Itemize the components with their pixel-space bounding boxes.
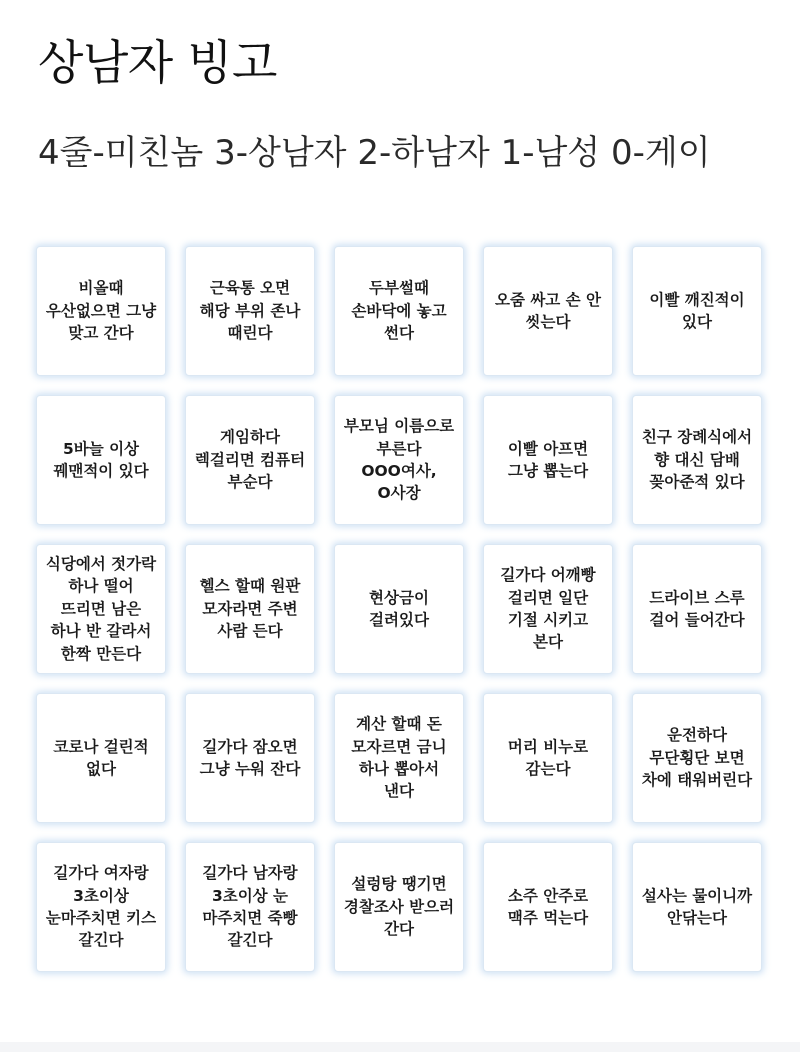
bingo-cell-text: 길가다 잠오면 그냥 누워 잔다 — [199, 737, 301, 778]
bingo-cell[interactable] — [36, 842, 166, 972]
bingo-cell[interactable] — [185, 544, 315, 674]
bingo-cell[interactable] — [632, 246, 762, 376]
bingo-cell-text: 길가다 여자랑 3초이상 눈마주치면 키스 갈긴다 — [45, 864, 157, 950]
bingo-cell-text: 식당에서 젓가락 하나 떨어 뜨리면 남은 하나 반 갈라서 한짝 만든다 — [45, 554, 157, 663]
bingo-cell-text: 운전하다 무단횡단 보면 차에 태워버린다 — [641, 726, 753, 790]
bingo-cell[interactable] — [36, 395, 166, 525]
bingo-cell[interactable] — [334, 842, 464, 972]
bingo-cell-text: 친구 장례식에서 향 대신 담배 꽂아준적 있다 — [641, 428, 753, 492]
bingo-cell[interactable] — [632, 395, 762, 525]
bingo-cell-text: 계산 할때 돈 모자르면 금니 하나 뽑아서 낸다 — [351, 715, 447, 801]
bingo-cell-text: 설사는 물이니까 안닦는다 — [641, 886, 753, 927]
bingo-cell-text: 헬스 할때 원판 모자라면 주변 사람 든다 — [199, 577, 301, 641]
bingo-board — [36, 246, 766, 972]
bingo-cell[interactable] — [483, 544, 613, 674]
bingo-cell[interactable] — [185, 395, 315, 525]
bingo-cell-text: 코로나 걸린적 없다 — [53, 737, 149, 778]
bingo-cell-text: 게임하다 렉걸리면 컴퓨터 부순다 — [194, 428, 306, 492]
bingo-cell[interactable] — [632, 544, 762, 674]
bottom-bar — [0, 1042, 800, 1052]
bingo-cell-text: 머리 비누로 감는다 — [507, 737, 589, 778]
bingo-cell-text: 오줌 싸고 손 안 씻는다 — [494, 290, 602, 331]
bingo-cell-text: 드라이브 스루 걸어 들어간다 — [649, 588, 745, 629]
bingo-cell-text: 길가다 남자랑 3초이상 눈 마주치면 죽빵 갈긴다 — [202, 864, 298, 950]
bingo-cell[interactable] — [334, 544, 464, 674]
bingo-cell[interactable] — [483, 693, 613, 823]
bingo-cell-text: 현상금이 걸려있다 — [369, 588, 429, 629]
bingo-cell[interactable] — [334, 395, 464, 525]
bingo-cell[interactable] — [334, 246, 464, 376]
bingo-cell-text: 비올때 우산없으면 그냥 맞고 간다 — [45, 279, 157, 343]
page-title: 상남자 빙고 — [38, 36, 277, 91]
bingo-cell-text: 근육통 오면 해당 부위 존나 때린다 — [199, 279, 301, 343]
bingo-cell-text: 5바늘 이상 꿰맨적이 있다 — [53, 439, 149, 480]
bingo-cell[interactable] — [632, 842, 762, 972]
bingo-cell[interactable] — [185, 246, 315, 376]
bingo-cell-text: 설렁탕 땡기면 경찰조사 받으러 간다 — [343, 875, 455, 939]
bingo-cell[interactable] — [483, 395, 613, 525]
bingo-cell-text: 두부썰때 손바닥에 놓고 썬다 — [351, 279, 447, 343]
bingo-cell-text: 이빨 아프면 그냥 뽑는다 — [507, 439, 589, 480]
score-legend: 4줄-미친놈 3-상남자 2-하남자 1-남성 0-게이 — [38, 133, 711, 173]
bingo-cell-text: 부모님 이름으로 부른다 OOO여사, O사장 — [343, 417, 455, 503]
bingo-cell-text: 이빨 깨진적이 있다 — [649, 290, 745, 331]
bingo-cell[interactable] — [36, 693, 166, 823]
bingo-cell[interactable] — [334, 693, 464, 823]
bingo-cell-text: 소주 안주로 맥주 먹는다 — [507, 886, 589, 927]
bingo-cell[interactable] — [185, 693, 315, 823]
bingo-cell[interactable] — [185, 842, 315, 972]
bingo-cell-text: 길가다 어깨빵 걸리면 일단 기절 시키고 본다 — [500, 566, 596, 652]
bingo-cell[interactable] — [36, 246, 166, 376]
bingo-cell[interactable] — [36, 544, 166, 674]
bingo-cell[interactable] — [483, 842, 613, 972]
bingo-cell[interactable] — [632, 693, 762, 823]
bingo-cell[interactable] — [483, 246, 613, 376]
